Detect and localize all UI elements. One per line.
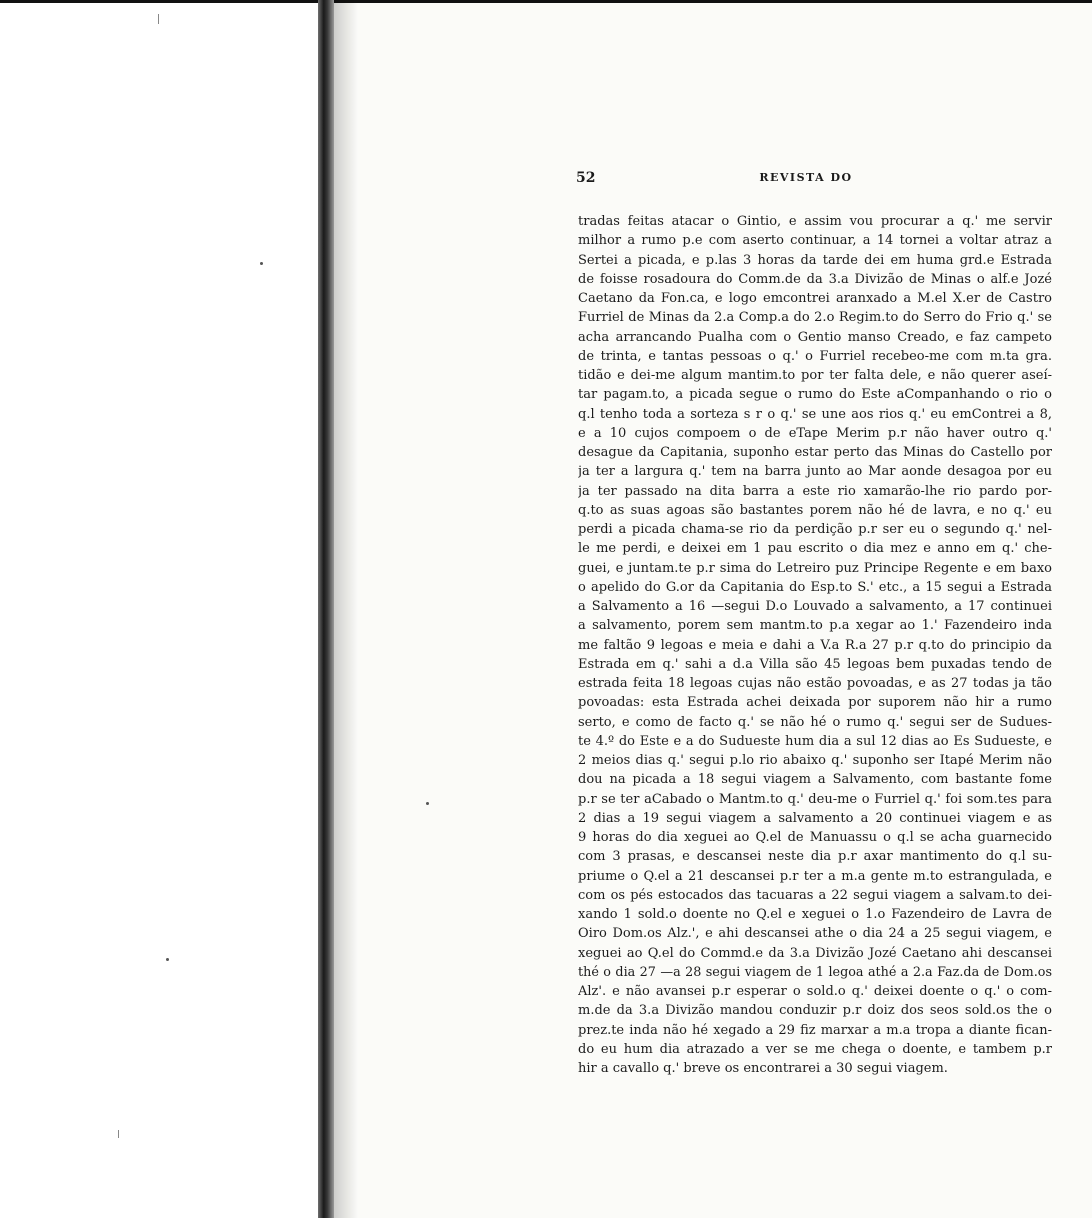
text-line: milhor a rumo p.e com aserto continuar, a 14 tornei a voltar atraz a xyxy=(578,233,1052,249)
text-line: o apelido do G.or da Capitania do Esp.to S.' etc., a 15 segui a Estrada xyxy=(578,579,1052,595)
scan-mark xyxy=(118,1130,119,1138)
scan-mark xyxy=(158,14,159,24)
text-line: Alz'. e não avansei p.r esperar o sold.o q.' deixei doente o q.' o com- xyxy=(578,984,1052,999)
text-line: a Salvamento a 16 —segui D.o Louvado a salvamento, a 17 continuei xyxy=(578,599,1052,614)
text-line: perdi a picada chama-se rio da perdição p.r ser eu o segundo q.' nel- xyxy=(578,522,1052,537)
page-number: 52 xyxy=(576,170,596,186)
text-line: 9 horas do dia xeguei ao Q.el de Manuassu o q.l se acha guarnecido xyxy=(578,830,1052,845)
text-line: prez.te inda não hé xegado a 29 fiz marxar a m.a tropa a diante fican- xyxy=(578,1022,1052,1038)
text-line: com os pés estocados das tacuaras a 22 segui viagem a salvam.to dei- xyxy=(578,887,1052,903)
text-line: do eu hum dia atrazado a ver se me chega o doente, e tambem p.r xyxy=(578,1041,1052,1057)
text-line: q.l tenho toda a sorteza s r o q.' se une aos rios q.' eu emContrei a 8, xyxy=(578,406,1052,422)
page-header: REVISTA DO xyxy=(759,171,853,184)
text-line: me faltão 9 legoas e meia e dahi a V.a R.a 27 p.r q.to do principio da xyxy=(578,637,1052,653)
text-line: hir a cavallo q.' breve os encontrarei a 30 segui viagem. xyxy=(578,1061,948,1076)
left-blank-page xyxy=(0,3,318,1218)
text-line: com 3 prasas, e descansei neste dia p.r axar mantimento do q.l su- xyxy=(578,849,1052,865)
text-line: tradas feitas atacar o Gintio, e assim vou procurar a q.' me servir xyxy=(578,214,1052,229)
text-line: p.r se ter aCabado o Mantm.to q.' deu-me o Furriel q.' foi som.tes para xyxy=(578,791,1052,807)
text-line: xeguei ao Q.el do Commd.e da 3.a Divizão Jozé Caetano ahi descansei xyxy=(578,945,1052,961)
text-line: xando 1 sold.o doente no Q.el e xeguei o 1.o Fazendeiro de Lavra de xyxy=(578,907,1052,922)
text-line: acha arrancando Pualha com o Gentio manso Creado, e faz campeto xyxy=(578,329,1052,345)
text-line: tar pagam.to, a picada segue o rumo do Este aCompanhando o rio o xyxy=(578,387,1052,403)
text-line: dou na picada a 18 segui viagem a Salvamento, com bastante fome xyxy=(578,772,1052,788)
gutter-shadow xyxy=(334,0,358,1218)
text-line: Furriel de Minas da 2.a Comp.a do 2.o Regim.to do Serro do Frio q.' se xyxy=(578,310,1052,326)
text-line: 2 meios dias q.' segui p.lo rio abaixo q.' suponho ser Itapé Merim não xyxy=(578,753,1052,768)
text-line: serto, e como de facto q.' se não hé o rumo q.' segui ser de Sudues- xyxy=(578,714,1052,730)
text-line: de foisse rosadoura do Comm.de da 3.a Divizão de Minas o alf.e Jozé xyxy=(578,271,1052,287)
text-line: m.de da 3.a Divizão mandou conduzir p.r doiz dos seos sold.os the o xyxy=(578,1003,1052,1019)
text-line: desague da Capitania, suponho estar perto das Minas do Castello por xyxy=(578,445,1052,460)
text-line: le me perdi, e deixei em 1 pau escrito o dia mez e anno em q.' che- xyxy=(578,541,1052,557)
text-page xyxy=(560,170,1052,1078)
text-line: Caetano da Fon.ca, e logo emcontrei aranxado a M.el X.er de Castro xyxy=(578,291,1052,306)
text-line: thé o dia 27 —a 28 segui viagem de 1 legoa athé a 2.a Faz.da de Dom.os xyxy=(578,964,1052,980)
text-line: te 4.º do Este e a do Sudueste hum dia a sul 12 dias ao Es Sudueste, e xyxy=(578,733,1052,749)
book-gutter xyxy=(318,0,334,1218)
running-head xyxy=(560,170,1052,192)
text-line: e a 10 cujos compoem o de eTape Merim p.r não haver outro q.' xyxy=(578,425,1052,441)
text-line: q.to as suas agoas são bastantes porem não hé de lavra, e no q.' eu xyxy=(578,502,1052,518)
text-line: Oiro Dom.os Alz.', e ahi descansei athe o dia 24 a 25 segui viagem, e xyxy=(578,926,1052,942)
text-line: ja ter a largura q.' tem na barra junto ao Mar aonde desagoa por eu xyxy=(578,464,1052,480)
text-line: tidão e dei-me algum mantim.to por ter falta dele, e não querer aseí- xyxy=(578,368,1052,383)
text-line: guei, e juntam.te p.r sima do Letreiro puz Principe Regente e em baxo xyxy=(578,560,1052,576)
text-line: ja ter passado na dita barra a este rio xamarão-lhe rio pardo por- xyxy=(578,483,1052,499)
page-body-text xyxy=(560,212,1052,1078)
text-line: de trinta, e tantas pessoas o q.' o Furriel recebeo-me com m.ta gra. xyxy=(578,348,1052,364)
scan-speck xyxy=(260,262,263,265)
scan-speck xyxy=(166,958,169,961)
text-line: 2 dias a 19 segui viagem a salvamento a 20 continuei viagem e as xyxy=(578,810,1052,826)
text-line: priume o Q.el a 21 descansei p.r ter a m.a gente m.to estrangulada, e xyxy=(578,868,1052,884)
text-line: povoadas: esta Estrada achei deixada por suporem não hir a rumo xyxy=(578,695,1052,711)
text-line: Sertei a picada, e p.las 3 horas da tarde dei em huma grd.e Estrada xyxy=(578,252,1052,268)
text-line: a salvamento, porem sem mantm.to p.a xegar ao 1.' Fazendeiro inda xyxy=(578,618,1052,634)
text-line: Estrada em q.' sahi a d.a Villa são 45 legoas bem puxadas tendo de xyxy=(578,656,1052,672)
text-line: estrada feita 18 legoas cujas não estão povoadas, e as 27 todas ja tão xyxy=(578,676,1052,691)
scan-speck xyxy=(426,802,429,805)
